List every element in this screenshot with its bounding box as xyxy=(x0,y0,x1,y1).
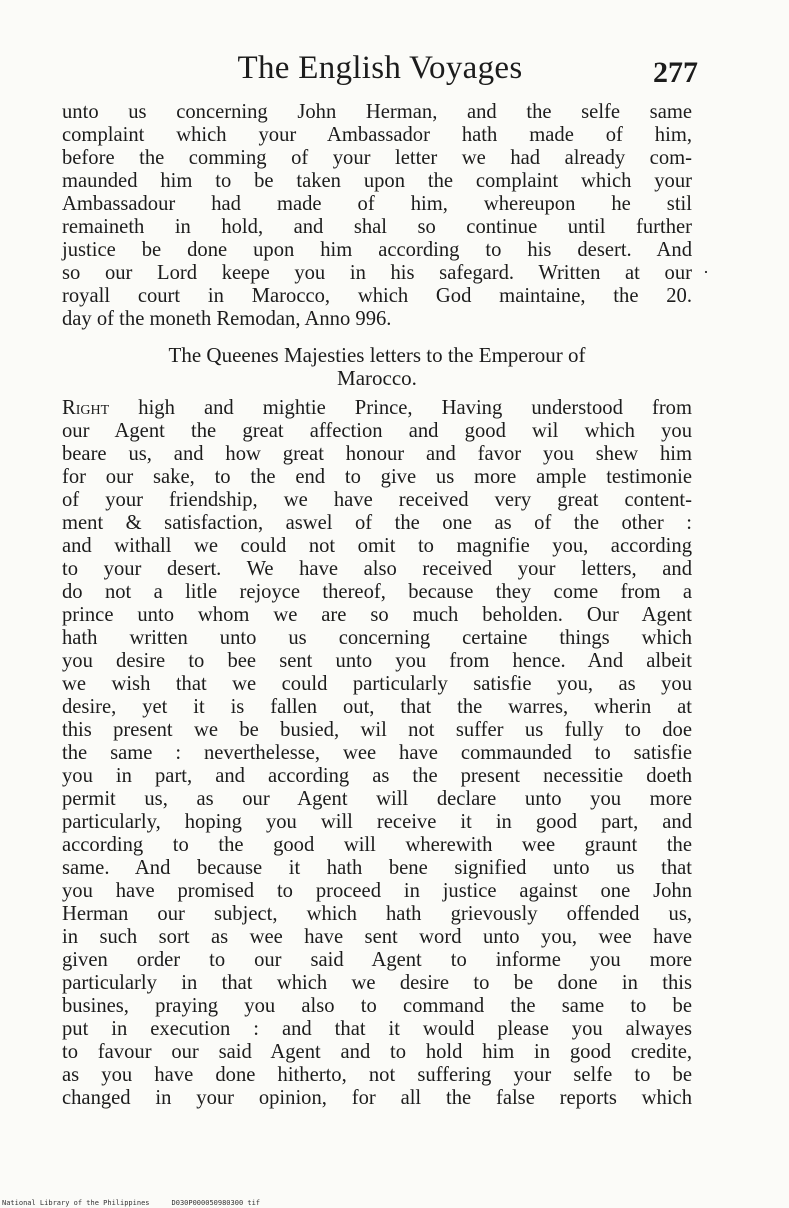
scan-file-id: D030P000050980300 tif xyxy=(171,1199,261,1207)
library-credit: National Library of the Philippines xyxy=(2,1199,150,1207)
text-line: as you have done hitherto, not suffering your selfe to be xyxy=(62,1064,692,1086)
text-line: given order to our said Agent to informe you more xyxy=(62,949,692,971)
text-line: so our Lord keepe you in his safegard. Written at our xyxy=(62,262,692,284)
margin-mark: · xyxy=(703,262,709,282)
letter-first-line xyxy=(62,396,692,420)
text-line: and withall we could not omit to magnifie you, according xyxy=(62,535,692,557)
text-line: do not a litle rejoyce thereof, because they come from a xyxy=(62,581,692,603)
page-number: 277 xyxy=(653,56,698,89)
text-line: maunded him to be taken upon the complaint which your xyxy=(62,170,692,192)
text-line: particularly in that which we desire to be done in this xyxy=(62,972,692,994)
text-line: you have promised to proceed in justice against one John xyxy=(62,880,692,902)
text-line: prince unto whom we are so much beholden. Our Agent xyxy=(62,604,692,626)
page-header xyxy=(62,50,698,94)
text-line: beare us, and how great honour and favor you shew him xyxy=(62,443,692,465)
text-line: unto us concerning John Herman, and the selfe same xyxy=(62,101,692,123)
text-line: Herman our subject, which hath grievously offended us, xyxy=(62,903,692,925)
text-line: same. And because it hath bene signified unto us that xyxy=(62,857,692,879)
text-line: we wish that we could particularly satisfie you, as you xyxy=(62,673,692,695)
text-line: desire, yet it is fallen out, that the warres, wherin at xyxy=(62,696,692,718)
text-line: according to the good will wherewith wee graunt the xyxy=(62,834,692,856)
text-line: complaint which your Ambassador hath made of him, xyxy=(62,124,692,146)
running-title: The English Voyages xyxy=(237,50,523,86)
text-line: justice be done upon him according to his desert. And xyxy=(62,239,692,261)
text-line: put in execution : and that it would please you alwayes xyxy=(62,1018,692,1040)
text-line: to your desert. We have also received your letters, and xyxy=(62,558,692,580)
text-line: Ambassadour had made of him, whereupon he stil xyxy=(62,193,692,215)
text-line: hath written unto us concerning certaine things which xyxy=(62,627,692,649)
text-line: permit us, as our Agent will declare unto you more xyxy=(62,788,692,810)
drop-word: Right xyxy=(62,397,110,419)
text-line: our Agent the great affection and good wil which you xyxy=(62,420,692,442)
scan-footer xyxy=(2,1198,282,1208)
text-line: of your friendship, we have received very great content- xyxy=(62,489,692,511)
text-line: remaineth in hold, and shal so continue until further xyxy=(62,216,692,238)
text-line: in such sort as wee have sent word unto you, wee have xyxy=(62,926,692,948)
section-heading-line-2: Marocco. xyxy=(337,366,417,390)
text-line: the same : neverthelesse, wee have commaunded to satisfie xyxy=(62,742,692,764)
first-line-text: high and mightie Prince, Having understood from xyxy=(138,397,692,419)
text-line: for our sake, to the end to give us more ample testimonie xyxy=(62,466,692,488)
text-line: this present we be busied, wil not suffer us fully to doe xyxy=(62,719,692,741)
text-line: before the comming of your letter we had already com- xyxy=(62,147,692,169)
text-line: busines, praying you also to command the same to be xyxy=(62,995,692,1017)
text-line: particularly, hoping you will receive it in good part, and xyxy=(62,811,692,833)
text-line: day of the moneth Remodan, Anno 996. xyxy=(62,308,392,330)
text-line: ment & satisfaction, aswel of the one as of the other : xyxy=(62,512,692,534)
text-line: royall court in Marocco, which God maintaine, the 20. xyxy=(62,285,692,307)
text-line: changed in your opinion, for all the false reports which xyxy=(62,1087,692,1109)
text-line: to favour our said Agent and to hold him in good credite, xyxy=(62,1041,692,1063)
section-heading-line-1: The Queenes Majesties letters to the Emperour of xyxy=(168,343,586,367)
text-line: you desire to bee sent unto you from hence. And albeit xyxy=(62,650,692,672)
text-line: you in part, and according as the present necessitie doeth xyxy=(62,765,692,787)
